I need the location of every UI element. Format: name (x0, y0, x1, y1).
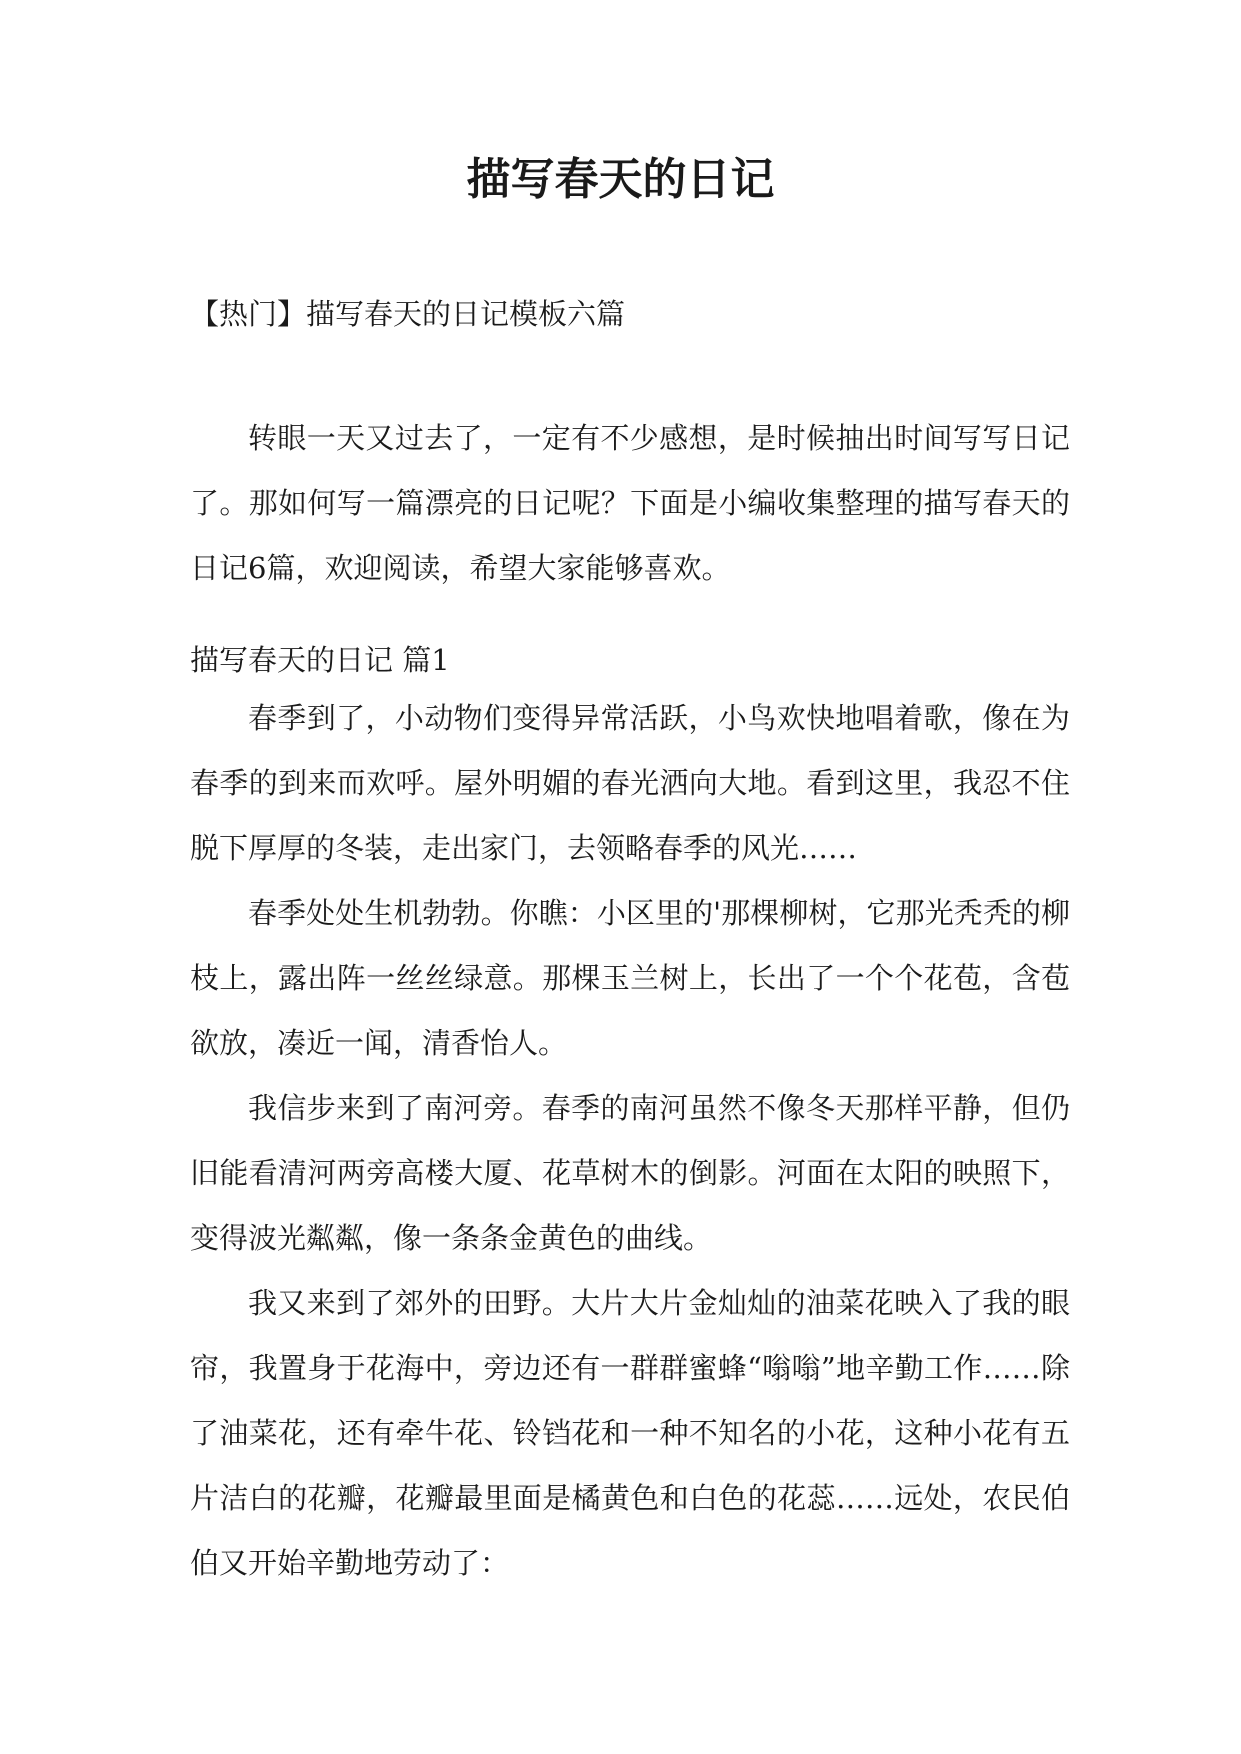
body-paragraph: 我又来到了郊外的田野。大片大片金灿灿的油菜花映入了我的眼帘，我置身于花海中，旁边还有一群群蜜蜂“嗡嗡”地辛勤工作……除了油菜花，还有牵牛花、铃铛花和一种不知名的小花，这种小花有五片洁白的花瓣，花瓣最里面是橘黄色和白色的花蕊……远处，农民伯伯又开始辛勤地劳动了： (190, 1286, 1070, 1580)
section-heading: 描写春天的日记 篇1 (190, 643, 450, 677)
document-subtitle: 【热门】描写春天的日记模板六篇 (190, 297, 626, 331)
document-title: 描写春天的日记 (466, 154, 775, 205)
body-paragraph: 我信步来到了南河旁。春季的南河虽然不像冬天那样平静，但仍旧能看清河两旁高楼大厦、花草树木的倒影。河面在太阳的映照下，变得波光粼粼，像一条条金黄色的曲线。 (190, 1091, 1070, 1255)
intro-paragraph: 转眼一天又过去了，一定有不少感想，是时候抽出时间写写日记了。那如何写一篇漂亮的日记呢？下面是小编收集整理的描写春天的日记6篇，欢迎阅读，希望大家能够喜欢。 (190, 421, 1070, 585)
intro-block (190, 406, 1070, 601)
article-body (190, 686, 1070, 1596)
body-paragraph: 春季处处生机勃勃。你瞧：小区里的'那棵柳树，它那光秃秃的柳枝上，露出阵一丝丝绿意。那棵玉兰树上，长出了一个个花苞，含苞欲放，凑近一闻，清香怡人。 (190, 896, 1070, 1060)
body-paragraph: 春季到了，小动物们变得异常活跃，小鸟欢快地唱着歌，像在为春季的到来而欢呼。屋外明媚的春光洒向大地。看到这里，我忍不住脱下厚厚的冬装，走出家门，去领略春季的风光…… (190, 701, 1070, 865)
